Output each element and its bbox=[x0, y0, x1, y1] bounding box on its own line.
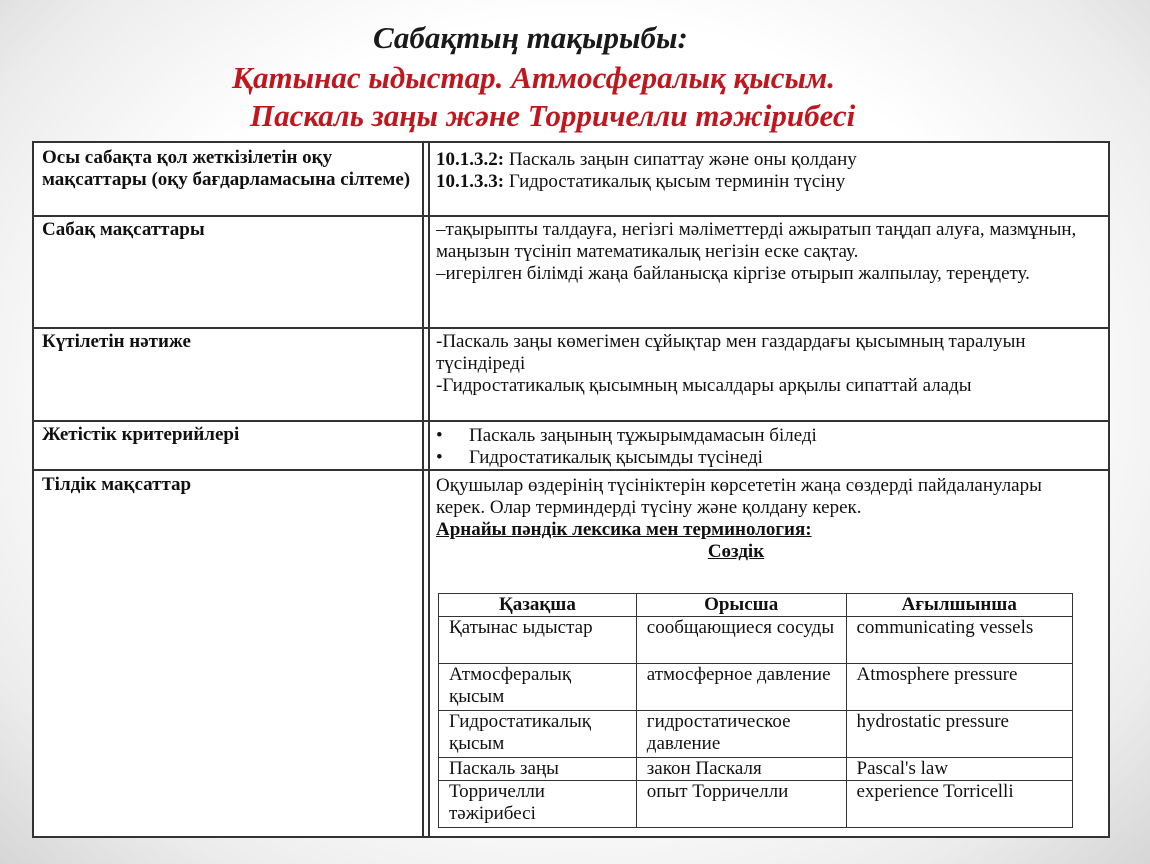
table-row bbox=[439, 617, 1073, 664]
grid-line bbox=[428, 141, 430, 838]
term-english: experience Torricelli bbox=[846, 781, 1073, 828]
objective-code: 10.1.3.2: bbox=[436, 149, 505, 170]
criteria-bullet: • Паскаль заңының тұжырымдамасын біледі bbox=[436, 425, 1096, 447]
grid-line bbox=[422, 141, 424, 838]
terminology-heading: Арнайы пәндік лексика мен терминология: bbox=[436, 519, 812, 540]
dictionary-title: Сөздік bbox=[707, 541, 765, 562]
header-english: Ағылшынша bbox=[846, 594, 1073, 617]
term-kazakh: Атмосфералық қысым bbox=[439, 664, 637, 711]
lesson-plan-document bbox=[32, 141, 1110, 838]
term-kazakh: Гидростатикалық қысым bbox=[439, 711, 637, 758]
header-kazakh: Қазақша bbox=[439, 594, 637, 617]
grid-line bbox=[32, 215, 1110, 217]
term-english: communicating vessels bbox=[846, 617, 1073, 664]
table-row bbox=[439, 664, 1073, 711]
row-label-expected-results: Күтілетін нәтиже bbox=[42, 331, 191, 352]
row-label-language-goals: Тілдік мақсаттар bbox=[42, 474, 192, 495]
header-russian: Орысша bbox=[636, 594, 846, 617]
term-kazakh: Паскаль заңы bbox=[439, 758, 637, 781]
grid-line bbox=[32, 141, 1110, 143]
row-content-language-goals bbox=[436, 475, 1076, 563]
term-russian: атмосферное давление bbox=[636, 664, 846, 711]
row-label-lesson-goals: Сабақ мақсаттары bbox=[42, 219, 205, 240]
grid-line bbox=[32, 420, 1110, 422]
table-row bbox=[439, 711, 1073, 758]
term-russian: закон Паскаля bbox=[636, 758, 846, 781]
dictionary-table bbox=[438, 593, 1073, 828]
grid-line bbox=[32, 141, 34, 838]
lesson-topic-title-1: Қатынас ыдыстар. Атмосфералық қысым. bbox=[232, 60, 835, 95]
row-content-lesson-goals: –тақырыпты талдауға, негізгі мәліметтерді ажыратып таңдап алуға, мазмұнын, маңызын түсініп математикалық негізін еске сақтау. –игерілген білімді жаңа байланысқа кіргізе отырып жалпылау, тереңдету. bbox=[436, 219, 1077, 284]
term-english: hydrostatic pressure bbox=[846, 711, 1073, 758]
term-russian: гидростатическое давление bbox=[636, 711, 846, 758]
row-content-expected-results: -Паскаль заңы көмегімен сұйықтар мен газдардағы қысымның таралуын түсіндіреді -Гидростатикалық қысымның мысалдары арқылы сипаттай алады bbox=[436, 331, 1026, 396]
term-kazakh: Қатынас ыдыстар bbox=[439, 617, 637, 664]
grid-line bbox=[32, 836, 1110, 838]
objective-line bbox=[436, 149, 1096, 171]
objective-text: Паскаль заңын сипаттау және оны қолдану bbox=[504, 149, 857, 170]
row-label-learning-objectives: Осы сабақта қол жеткізілетін оқу мақсаттары (оқу бағдарламасына сілтеме) bbox=[42, 147, 411, 190]
row-content-learning-objectives bbox=[436, 149, 1096, 193]
grid-line bbox=[1108, 141, 1110, 838]
term-kazakh: Торричелли тәжірибесі bbox=[439, 781, 637, 828]
criteria-bullet: • Гидростатикалық қысымды түсінеді bbox=[436, 447, 1096, 469]
objective-code: 10.1.3.3: bbox=[436, 171, 505, 192]
grid-line bbox=[32, 327, 1110, 329]
term-english: Pascal's law bbox=[846, 758, 1073, 781]
term-russian: сообщающиеся сосуды bbox=[636, 617, 846, 664]
language-goals-text: Оқушылар өздерінің түсініктерін көрсететін жаңа сөздерді пайдаланулары керек. Олар терминдерді түсіну және қолдану керек. bbox=[436, 475, 1042, 518]
grid-line bbox=[32, 469, 1110, 471]
table-row bbox=[439, 758, 1073, 781]
lesson-topic-title-2: Паскаль заңы және Торричелли тәжірибесі bbox=[250, 98, 856, 133]
objective-text: Гидростатикалық қысым терминін түсіну bbox=[504, 171, 846, 192]
dictionary-header-row bbox=[439, 594, 1073, 617]
row-label-success-criteria: Жетістік критерийлері bbox=[42, 424, 240, 445]
term-russian: опыт Торричелли bbox=[636, 781, 846, 828]
lesson-topic-label: Сабақтың тақырыбы: bbox=[373, 20, 688, 55]
term-english: Atmosphere pressure bbox=[846, 664, 1073, 711]
table-row bbox=[439, 781, 1073, 828]
row-content-success-criteria bbox=[436, 425, 1096, 469]
objective-line bbox=[436, 171, 1096, 193]
